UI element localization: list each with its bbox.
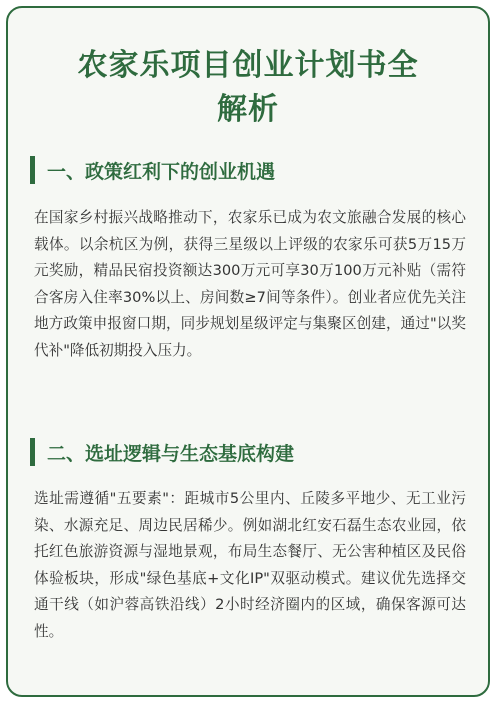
- section-body-policy: 在国家乡村振兴战略推动下，农家乐已成为农文旅融合发展的核心载体。以余杭区为例，获得三星级以上评级的农家乐可获5万15万元奖励，精品民宿投资额达300万元可享30万100万元补贴（需符合客房入住率30%以上、房间数≥7间等条件）。创业者应优先关注地方政策申报窗口期，同步规划星级评定与集聚区创建，通过"以奖代补"降低初期投入压力。: [34, 209, 466, 359]
- section-title: 一、政策红利下的创业机遇: [47, 160, 276, 183]
- section-title: 二、选址逻辑与生态基底构建: [47, 442, 295, 465]
- section-accent-bar: [30, 156, 35, 184]
- title-line-2: 解析: [217, 92, 279, 127]
- section-heading-policy: [30, 156, 275, 184]
- title-line-1: 农家乐项目创业计划书全: [77, 48, 419, 83]
- page-title: [28, 44, 468, 132]
- section-body-site: 选址需遵循"五要素"：距城市5公里内、丘陵多平地少、无工业污染、水源充足、周边民居稀少。例如湖北红安石磊生态农业园，依托红色旅游资源与湿地景观，布局生态餐厅、无公害种植区及民俗体验板块，形成"绿色基底+文化IP"双驱动模式。建议优先选择交通干线（如沪蓉高铁沿线）2小时经济圈内的区域，确保客源可达性。: [34, 490, 466, 640]
- section-heading-site: [30, 438, 294, 466]
- section-accent-bar: [30, 438, 35, 466]
